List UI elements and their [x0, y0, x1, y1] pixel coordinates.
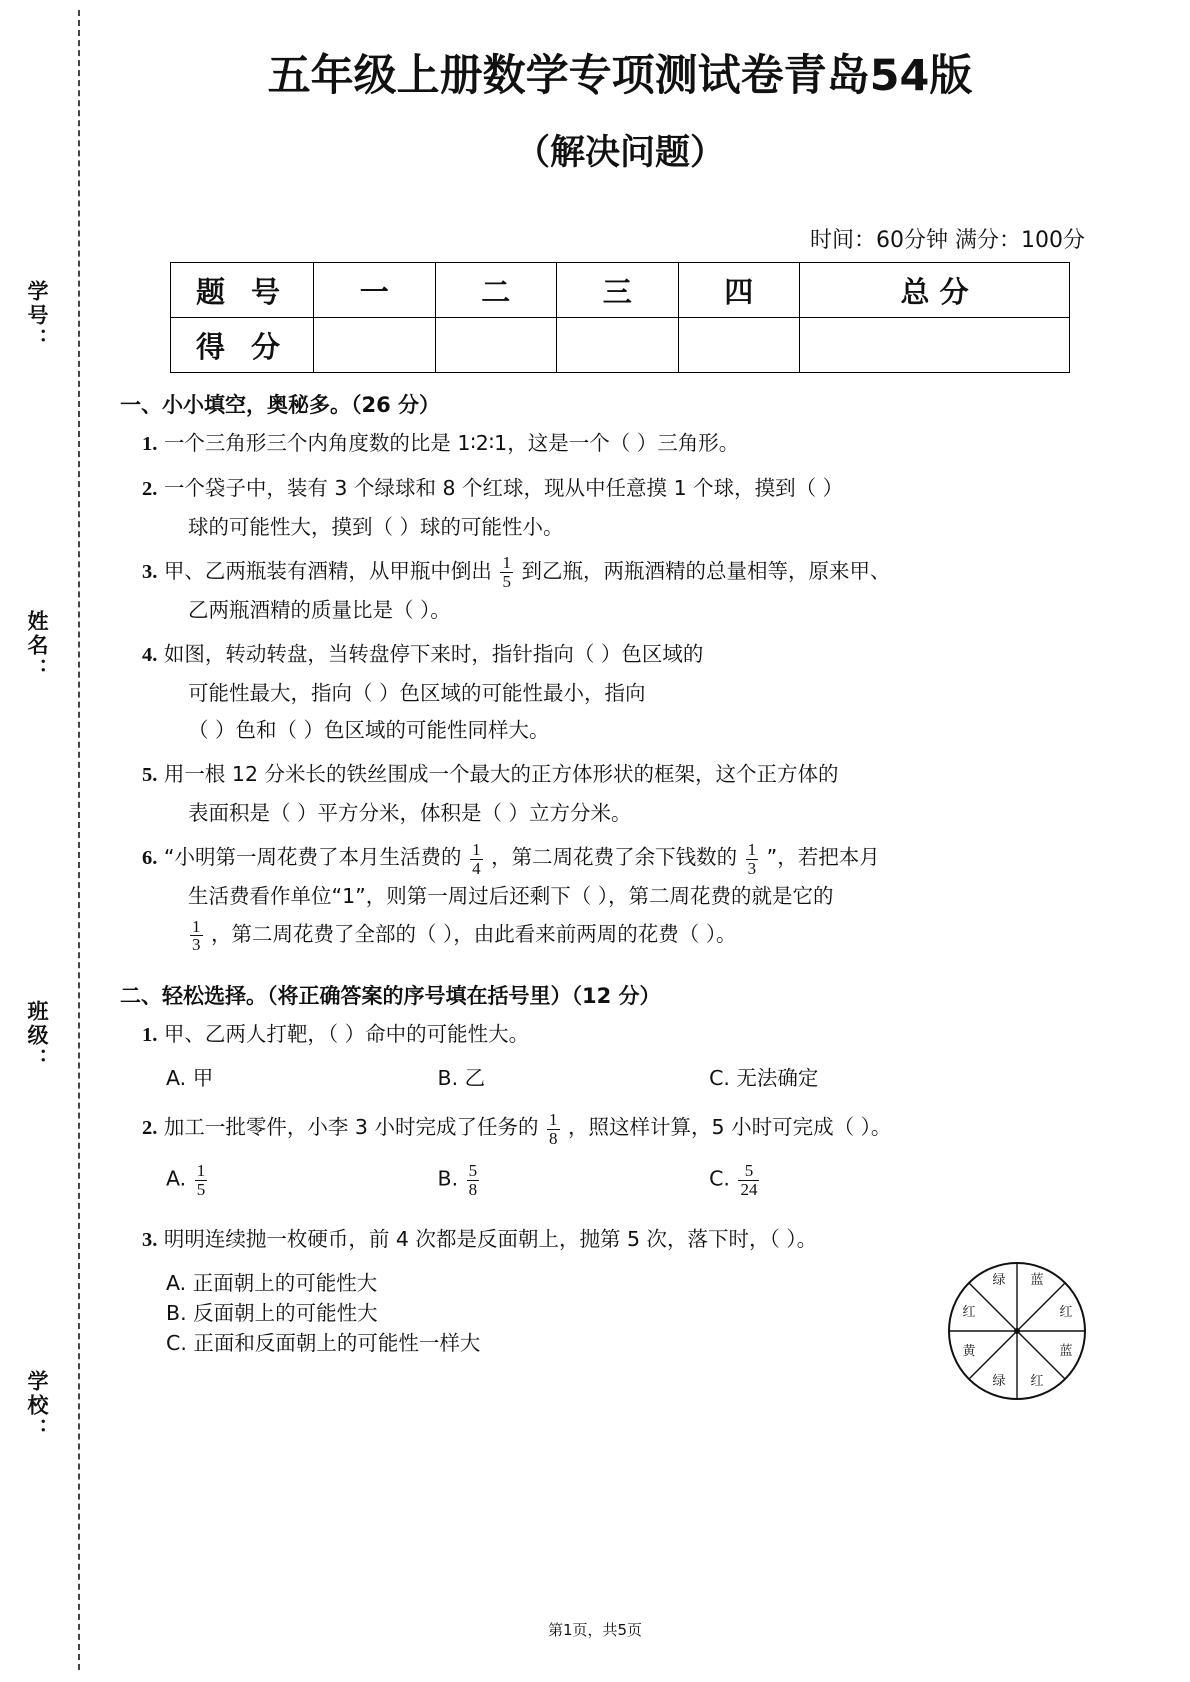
page-title: 五年级上册数学专项测试卷青岛54版: [267, 51, 973, 101]
question-2-2: [142, 1109, 1120, 1148]
page-content: [120, 0, 1120, 1389]
question-text-cont: 到乙瓶，两瓶酒精的总量相等，原来甲、: [521, 558, 891, 583]
question-text: 一个三角形三个内角度数的比是 1∶2∶1，这是一个（ ）三角形。: [163, 431, 740, 455]
option-c[interactable]: C. 无法确定: [709, 1066, 819, 1091]
margin-dashed-line: [78, 10, 80, 1670]
side-label-school: 学校：: [25, 1370, 49, 1442]
option-a-fraction: $\frac{1}{5}$: [196, 1161, 206, 1199]
question-1-2: [142, 470, 1120, 547]
option-b[interactable]: [438, 1162, 703, 1199]
question-number: 5.: [142, 764, 158, 787]
question-number: 6.: [142, 847, 158, 870]
exam-meta: 时间：60分钟 满分：100分: [810, 228, 1085, 253]
question-2-3: [142, 1221, 1120, 1260]
question-text-cont: ，第二周花费了余下钱数的: [491, 845, 738, 870]
side-label-name: 姓名：: [25, 610, 49, 682]
question-text-line2: 可能性最大，指向（ ）色区域的可能性最小，指向: [188, 680, 646, 705]
question-2-1-options: [166, 1061, 1120, 1091]
question-text: 加工一批零件，小李 3 小时完成了任务的: [163, 1115, 539, 1140]
question-text: 甲、乙两人打靶，（ ）命中的可能性大。: [163, 1022, 530, 1047]
question-text-line3: （ ）色和（ ）色区域的可能性同样大。: [188, 718, 550, 743]
score-table-label-cell: 得 分: [171, 318, 314, 373]
option-a-label: A.: [166, 1166, 187, 1191]
option-c-label: C.: [709, 1166, 730, 1191]
score-table-header-cell: 一: [314, 263, 436, 318]
score-table-header-cell: 二: [435, 263, 557, 318]
spinner-label: 红: [1030, 1373, 1044, 1389]
score-cell[interactable]: [678, 318, 800, 373]
question-2-1: [142, 1016, 1120, 1055]
fraction-one-third: $\frac{1}{3}$: [747, 839, 757, 878]
question-number: 3.: [142, 1228, 158, 1251]
question-text-line2: 表面积是（ ）平方分米，体积是（ ）立方分米。: [188, 801, 632, 826]
question-2-2-options: [166, 1162, 1120, 1199]
question-number: 2.: [142, 477, 158, 500]
question-text-cont3: ，第二周花费了全部的（ ），由此看来前两周的花费（ ）。: [211, 922, 737, 947]
option-b-label: B.: [437, 1166, 459, 1191]
question-1-5: [142, 756, 1120, 833]
fraction-one-eighth: $\frac{1}{8}$: [549, 1109, 558, 1148]
score-cell[interactable]: [557, 318, 679, 373]
table-row: [171, 318, 1070, 373]
side-label-class: 班级：: [25, 1000, 49, 1072]
table-row: [171, 263, 1070, 318]
question-1-6: [142, 839, 1120, 954]
spinner-label: 绿: [992, 1272, 1006, 1288]
spinner-svg: [942, 1256, 1092, 1406]
spinner-label: 红: [962, 1304, 976, 1320]
page-subtitle: （解决问题）: [514, 133, 725, 173]
option-a[interactable]: A. 正面朝上的可能性大: [166, 1270, 378, 1295]
question-text: 用一根 12 分米长的铁丝围成一个最大的正方体形状的框架，这个正方体的: [163, 762, 839, 787]
question-text-cont2: ”，若把本月: [766, 845, 880, 870]
question-text-line3: [188, 916, 1120, 954]
spinner-label: 蓝: [1030, 1272, 1044, 1288]
spinner-label: 绿: [992, 1373, 1006, 1389]
question-text-line2: 乙两瓶酒精的质量比是（ ）。: [188, 597, 451, 622]
fraction-one-fourth: $\frac{1}{4}$: [472, 839, 481, 878]
option-c[interactable]: [709, 1162, 761, 1199]
question-number: 1.: [142, 433, 158, 455]
question-number: 2.: [142, 1117, 158, 1140]
question-text: 一个袋子中，装有 3 个绿球和 8 个红球，现从中任意摸 1 个球，摸到（ ）: [163, 475, 844, 500]
side-label-student-id: 学号：: [25, 280, 49, 352]
spinner-label: 蓝: [1059, 1343, 1073, 1359]
score-cell[interactable]: [800, 318, 1070, 373]
option-c[interactable]: C. 正面和反面朝上的可能性一样大: [166, 1330, 481, 1355]
question-number: 4.: [142, 643, 158, 666]
fraction-one-third-2: $\frac{1}{3}$: [192, 916, 201, 955]
option-b[interactable]: B. 乙: [437, 1066, 486, 1091]
question-text-cont: ，照这样计算，5 小时可完成（ ）。: [568, 1115, 892, 1140]
spinner-label: 红: [1059, 1304, 1073, 1320]
spinner-label: 黄: [962, 1343, 976, 1359]
score-table: [170, 262, 1070, 373]
question-1-3: [142, 553, 1120, 630]
option-a[interactable]: A. 甲: [166, 1066, 214, 1091]
section-2-heading: 二、轻松选择。（将正确答案的序号填在括号里）（12 分）: [120, 984, 661, 1009]
question-number: 3.: [142, 560, 158, 583]
question-text: 甲、乙两瓶装有酒精，从甲瓶中倒出: [163, 558, 492, 583]
question-text: “小明第一周花费了本月生活费的: [163, 845, 462, 870]
fraction-one-fifth: $\frac{1}{5}$: [502, 553, 511, 592]
question-number: 1.: [142, 1024, 158, 1047]
spinner-figure: [942, 1256, 1102, 1416]
score-table-header-cell: 总 分: [800, 263, 1070, 318]
score-table-header-cell: 题 号: [171, 263, 314, 318]
option-b-fraction: $\frac{5}{8}$: [468, 1161, 478, 1199]
question-text-line2: 生活费看作单位“1”，则第一周过后还剩下（ ），第二周花费的就是它的: [188, 884, 834, 909]
question-text: 如图，转动转盘，当转盘停下来时，指针指向（ ）色区域的: [163, 641, 704, 666]
question-text-line2: 球的可能性大，摸到（ ）球的可能性小。: [188, 514, 564, 539]
score-cell[interactable]: [314, 318, 436, 373]
option-c-fraction: $\frac{5}{24}$: [740, 1161, 758, 1199]
option-a[interactable]: [166, 1162, 431, 1199]
question-1-1: [142, 425, 1120, 464]
option-b[interactable]: B. 反面朝上的可能性大: [166, 1300, 378, 1325]
question-text: 明明连续抛一枚硬币，前 4 次都是反面朝上，抛第 5 次，落下时，（ ）。: [163, 1226, 818, 1251]
spinner-wheel: [942, 1256, 1092, 1406]
score-table-header-cell: 三: [557, 263, 679, 318]
section-1-heading: 一、小小填空，奥秘多。（26 分）: [120, 393, 441, 417]
score-table-header-cell: 四: [678, 263, 800, 318]
page-footer: 第1页，共5页: [547, 1621, 643, 1639]
score-cell[interactable]: [435, 318, 557, 373]
